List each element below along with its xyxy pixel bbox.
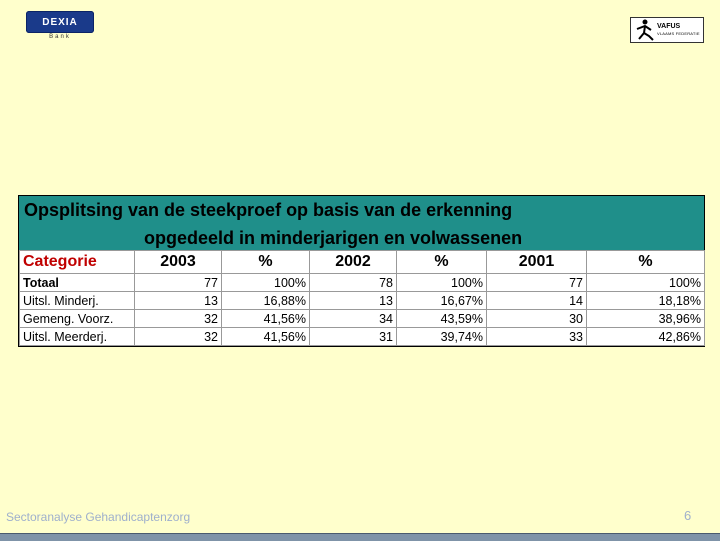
cell: 77: [135, 274, 222, 292]
header-pct-2002: %: [397, 251, 487, 274]
table-row: [20, 310, 705, 328]
table-row: [20, 292, 705, 310]
data-table: [19, 250, 705, 346]
data-table-card: [18, 195, 705, 347]
cell: 100%: [222, 274, 310, 292]
row-label: Totaal: [20, 274, 135, 292]
table-title: [19, 196, 704, 250]
table-header-row: [20, 251, 705, 274]
cell: 78: [310, 274, 397, 292]
cell: 38,96%: [587, 310, 705, 328]
page-number: 6: [684, 508, 692, 523]
row-label: Uitsl. Meerderj.: [20, 328, 135, 346]
table-title-line2: opgedeeld in minderjarigen en volwassenen: [144, 228, 523, 248]
cell: 13: [310, 292, 397, 310]
cell: 42,86%: [587, 328, 705, 346]
table-title-line1: Opsplitsing van de steekproef op basis van de erkenning: [24, 200, 513, 220]
cell: 32: [135, 310, 222, 328]
header-2001: 2001: [487, 251, 587, 274]
row-label: Uitsl. Minderj.: [20, 292, 135, 310]
table-row: [20, 274, 705, 292]
cell: 34: [310, 310, 397, 328]
header-2002: 2002: [310, 251, 397, 274]
dexia-logo: [26, 11, 94, 33]
cell: 31: [310, 328, 397, 346]
dexia-logo-sub: Bank: [49, 34, 71, 40]
cell: 100%: [397, 274, 487, 292]
cell: 18,18%: [587, 292, 705, 310]
dexia-logo-text: DEXIA: [42, 16, 78, 28]
cell: 100%: [587, 274, 705, 292]
header-categorie: Categorie: [20, 251, 135, 274]
vafus-logo: [630, 17, 704, 43]
header-pct-2003: %: [222, 251, 310, 274]
cell: 41,56%: [222, 310, 310, 328]
vafus-logo-text: VAFUS: [657, 23, 681, 30]
header-pct-2001: %: [587, 251, 705, 274]
cell: 14: [487, 292, 587, 310]
table-row: [20, 328, 705, 346]
cell: 30: [487, 310, 587, 328]
cell: 32: [135, 328, 222, 346]
header-2003: 2003: [135, 251, 222, 274]
footer-title: Sectoranalyse Gehandicaptenzorg: [6, 510, 191, 524]
vafus-logo-sub: VLAAMS FEDERATIE: [657, 31, 700, 36]
cell: 33: [487, 328, 587, 346]
row-label: Gemeng. Voorz.: [20, 310, 135, 328]
cell: 39,74%: [397, 328, 487, 346]
cell: 41,56%: [222, 328, 310, 346]
runner-icon: [633, 19, 657, 41]
cell: 77: [487, 274, 587, 292]
cell: 16,67%: [397, 292, 487, 310]
cell: 16,88%: [222, 292, 310, 310]
cell: 13: [135, 292, 222, 310]
cell: 43,59%: [397, 310, 487, 328]
